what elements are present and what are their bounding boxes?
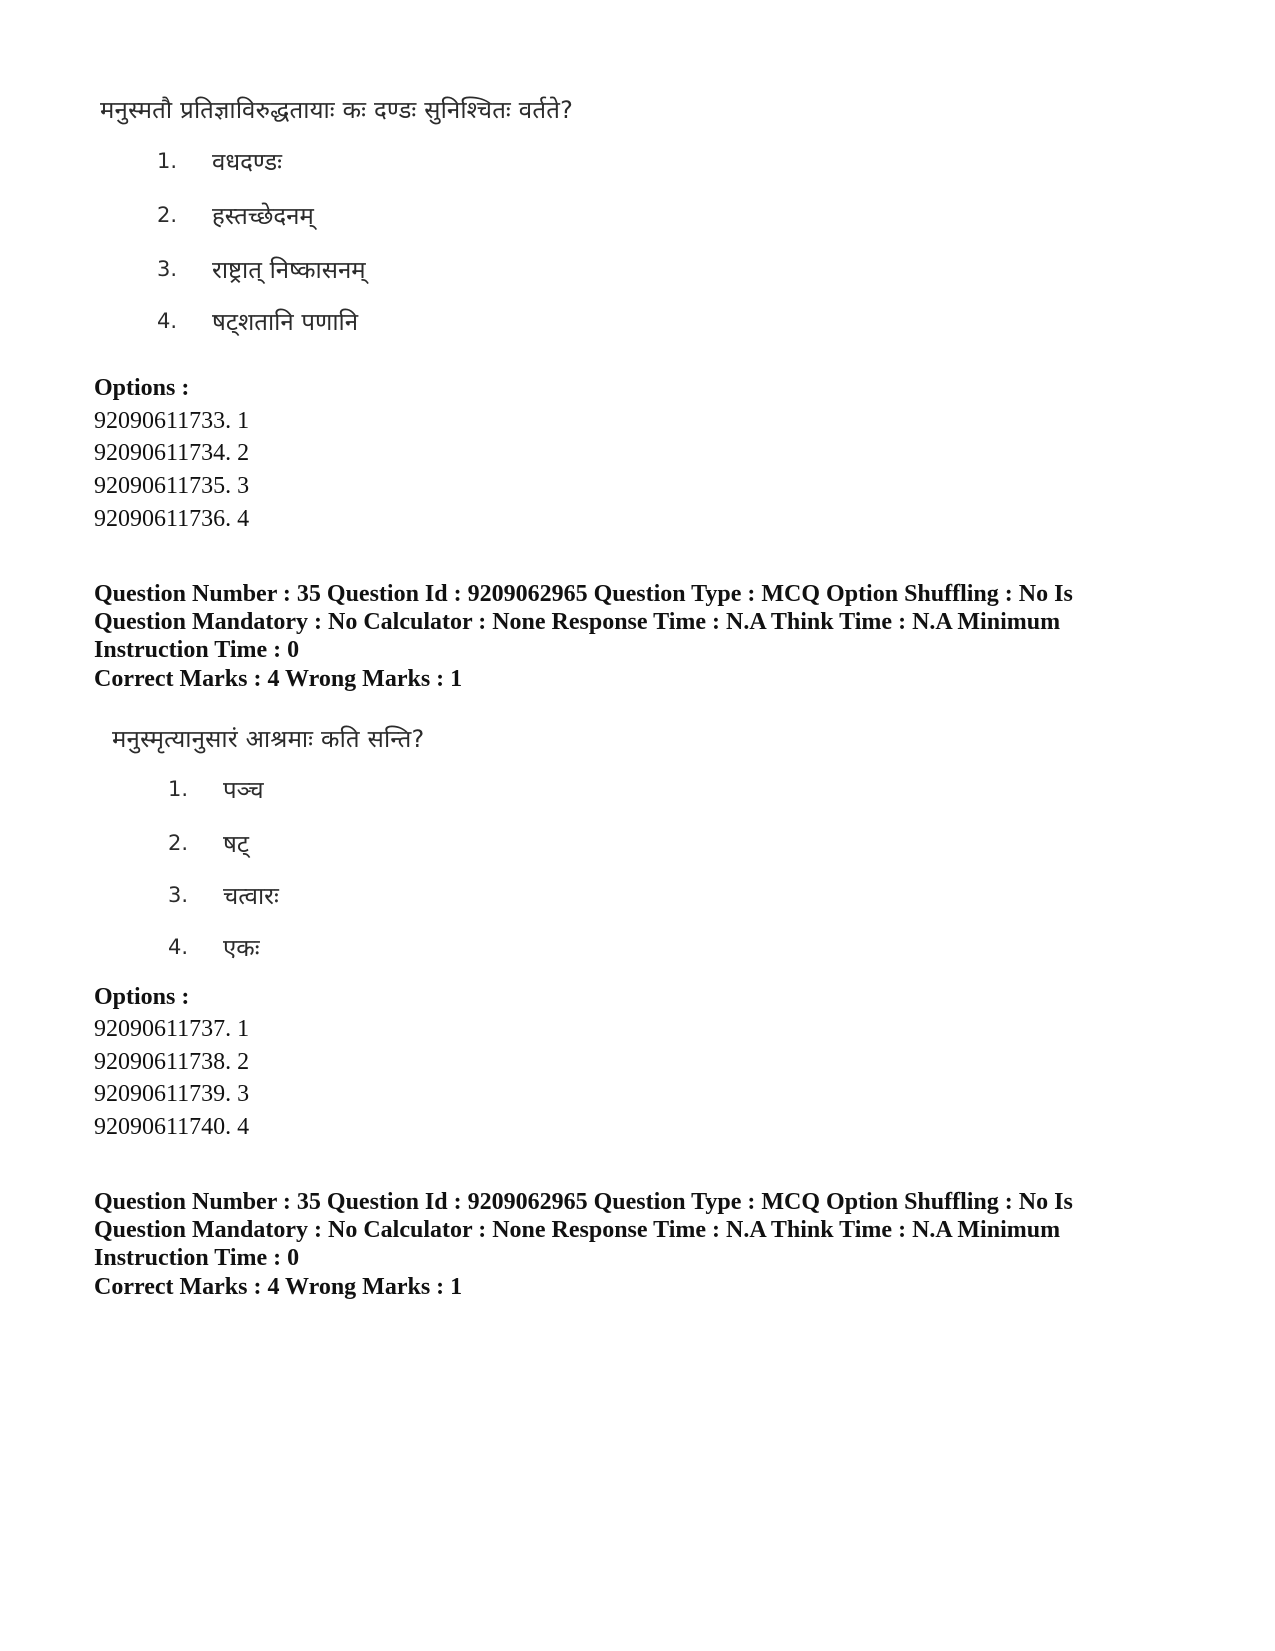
option-line: 92090611734. 2 xyxy=(94,440,250,466)
choice-text: राष्ट्रात् निष्कासनम् xyxy=(212,256,366,284)
choice-number: 1. xyxy=(168,777,189,801)
options-heading: Options : xyxy=(94,984,190,1010)
question-meta xyxy=(94,580,1184,664)
choice-text: षट् xyxy=(223,830,249,858)
question-meta xyxy=(94,1188,1184,1272)
choice-text: पञ्च xyxy=(223,776,264,804)
choice-number: 3. xyxy=(157,257,178,281)
meta-line: Instruction Time : 0 xyxy=(94,637,300,663)
option-line: 92090611738. 2 xyxy=(94,1049,250,1075)
choice-number: 3. xyxy=(168,883,189,907)
option-line: 92090611740. 4 xyxy=(94,1114,250,1140)
choice-number: 1. xyxy=(157,149,178,173)
meta-line: Question Number : 35 Question Id : 9209062965 Question Type : MCQ Option Shuffling : No Is xyxy=(94,581,1073,607)
option-line: 92090611735. 3 xyxy=(94,473,250,499)
choice-number: 4. xyxy=(157,309,178,333)
question-2-prompt: मनुस्मृत्यानुसारं आश्रमाः कति सन्ति? xyxy=(112,725,425,753)
choice-text: चत्वारः xyxy=(223,882,279,910)
meta-line: Question Number : 35 Question Id : 9209062965 Question Type : MCQ Option Shuffling : No Is xyxy=(94,1189,1073,1215)
marks-line: Correct Marks : 4 Wrong Marks : 1 xyxy=(94,666,463,692)
option-line: 92090611733. 1 xyxy=(94,408,250,434)
meta-line: Question Mandatory : No Calculator : None Response Time : N.A Think Time : N.A Minimum xyxy=(94,1217,1061,1243)
choice-number: 4. xyxy=(168,935,189,959)
choice-text: वधदण्डः xyxy=(212,148,282,176)
meta-line: Instruction Time : 0 xyxy=(94,1245,300,1271)
option-line: 92090611737. 1 xyxy=(94,1016,250,1042)
question-1-prompt: मनुस्मतौ प्रतिज्ञाविरुद्धतायाः कः दण्डः सुनिश्चितः वर्तते? xyxy=(100,96,574,124)
choice-text: षट्शतानि पणानि xyxy=(212,308,359,336)
choice-text: हस्तच्छेदनम् xyxy=(212,202,314,230)
marks-line: Correct Marks : 4 Wrong Marks : 1 xyxy=(94,1274,463,1300)
choice-number: 2. xyxy=(157,203,178,227)
option-line: 92090611736. 4 xyxy=(94,506,250,532)
choice-number: 2. xyxy=(168,831,189,855)
meta-line: Question Mandatory : No Calculator : None Response Time : N.A Think Time : N.A Minimum xyxy=(94,609,1061,635)
options-heading: Options : xyxy=(94,375,190,401)
choice-text: एकः xyxy=(223,934,260,962)
option-line: 92090611739. 3 xyxy=(94,1081,250,1107)
